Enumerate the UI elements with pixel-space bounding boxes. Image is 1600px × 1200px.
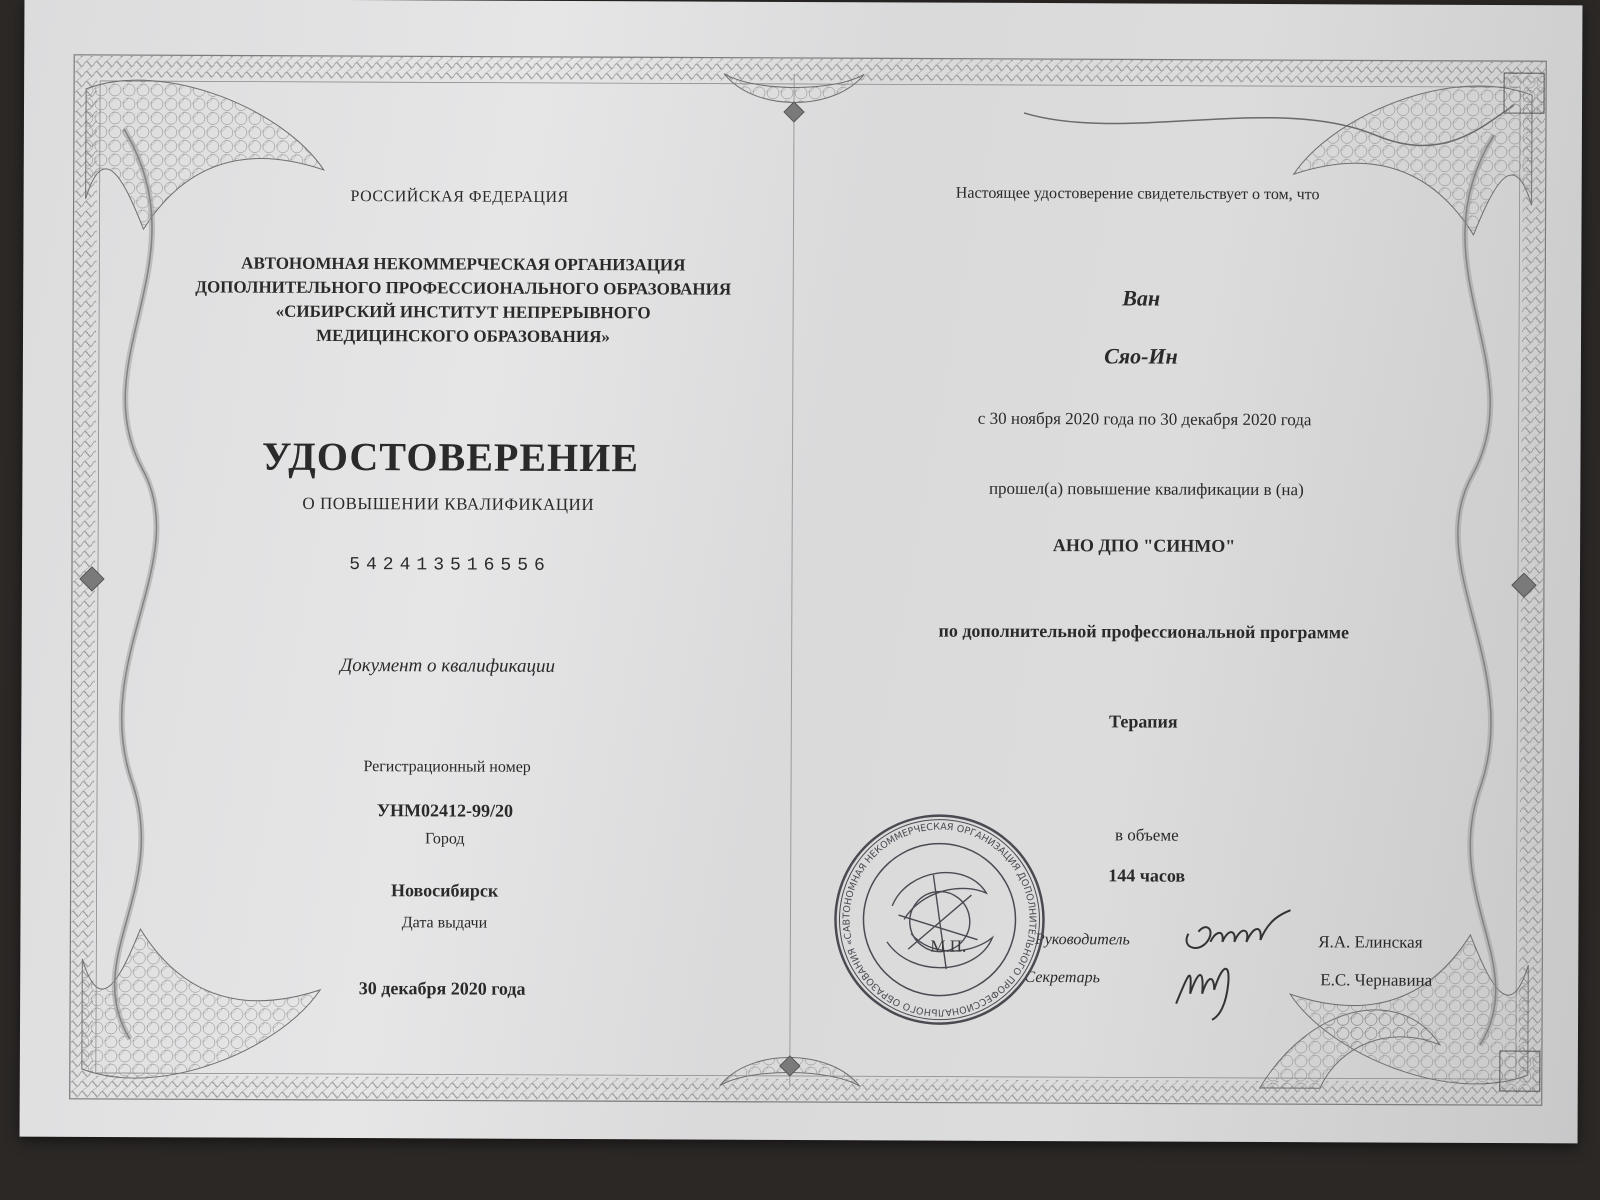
organization-line: АВТОНОМНАЯ НЕКОММЕРЧЕСКАЯ ОРГАНИЗАЦИЯ [241,253,686,275]
program-name: Терапия [1109,711,1178,732]
organization-line: МЕДИЦИНСКОГО ОБРАЗОВАНИЯ» [316,325,610,347]
institution-name: АНО ДПО "СИНМО" [1052,535,1236,556]
stamp-ring-text: АВТОНОМНАЯ НЕКОММЕРЧЕСКАЯ ОРГАНИЗАЦИЯ ДОПОЛНИТЕЛЬНОГО ПРОФЕССИОНАЛЬНОГО ОБРАЗОВАНИЯ «СИБИРСКИЙ [841,821,1038,1018]
issue-date-label: Дата выдачи [401,914,488,932]
holder-given-name: Сяо-Ин [1104,343,1178,369]
registration-label: Регистрационный номер [363,758,531,776]
organization-line: «СИБИРСКИЙ ИНСТИТУТ НЕПРЕРЫВНОГО [275,301,651,323]
city-value: Новосибирск [390,880,499,901]
organization-name [195,251,731,349]
document-type: Документ о квалификации [340,654,556,677]
stamp-mark: М.П. [930,936,967,956]
qualification-statement: прошел(а) повышение квалификации в (на) [988,478,1304,500]
certificate-sheet [20,0,1583,1143]
program-label: по дополнительной профессиональной программе [938,620,1350,643]
intro-statement: Настоящее удостоверение свидетельствует о том, что [955,184,1320,204]
volume-label: в объеме [1114,825,1179,845]
holder-surname: Ван [1122,285,1161,311]
volume-value: 144 часов [1108,865,1186,886]
training-period: с 30 ноября 2020 года по 30 декабря 2020 года [977,408,1312,430]
document-subtitle: О ПОВЫШЕНИИ КВАЛИФИКАЦИИ [302,493,595,515]
organization-line: ДОПОЛНИТЕЛЬНОГО ПРОФЕССИОНАЛЬНОГО ОБРАЗОВАНИЯ [195,277,732,299]
country-header: РОССИЙСКАЯ ФЕДЕРАЦИЯ [350,188,569,206]
director-label: Руководитель [1034,931,1130,949]
issue-date: 30 декабря 2020 года [358,978,526,999]
secretary-name: Е.С. Чернавина [1320,970,1433,990]
secretary-label: Секретарь [1024,968,1100,987]
registration-number: УНМ02412-99/20 [376,800,514,821]
city-label: Город [425,830,465,848]
secretary-signature [1170,954,1270,1024]
official-stamp [824,804,1055,1035]
director-name: Я.А. Елинская [1318,932,1423,952]
document-title: УДОСТОВЕРЕНИЕ [261,433,640,481]
serial-number: 542413516556 [349,555,551,576]
